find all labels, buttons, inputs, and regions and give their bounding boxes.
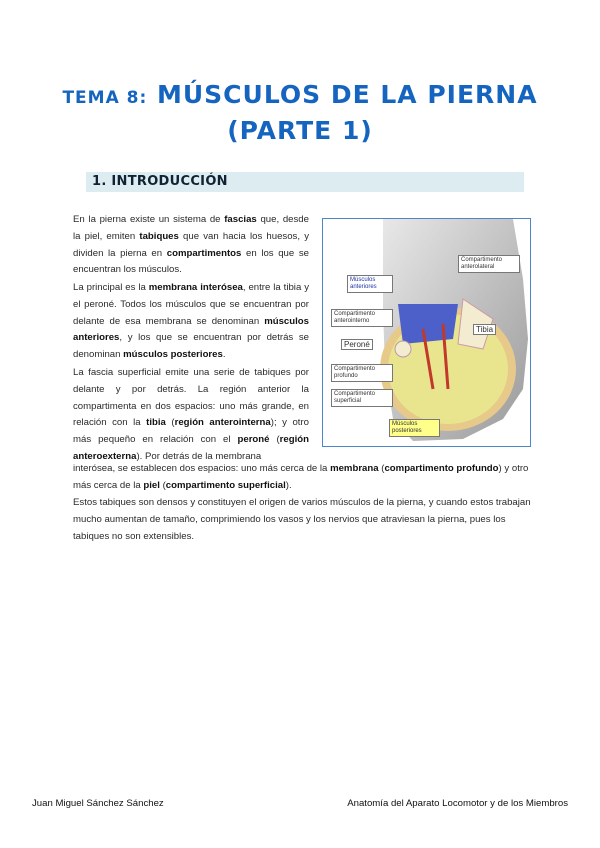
paragraph-compartimentos-posteriores <box>73 461 531 495</box>
label-compartimento-profundo: Compartimento profundo <box>331 364 393 382</box>
text-run: en los que se encuentran los músculos. <box>73 247 309 276</box>
text-run: La fascia superficial emite una serie de tabiques por delante y por detrás. La región anterior la compartimenta en dos espacios: uno más grande, en relación con la <box>73 367 309 429</box>
title-prefix: TEMA 8: <box>62 88 148 108</box>
text-run: En la pierna existe un sistema de <box>73 214 225 225</box>
label-tibia: Tibia <box>473 324 496 335</box>
paragraph-membrana <box>73 280 309 364</box>
bold-term: compartimento profundo <box>384 463 499 474</box>
bold-term: membrana <box>330 463 379 474</box>
bold-term: región anteroexterna <box>73 434 309 462</box>
text-run: ( <box>378 463 385 474</box>
label-compartimento-anterointerno: Compartimento anterointerno <box>331 309 393 327</box>
bold-term: peroné <box>237 434 270 446</box>
label-compartimento-anterolateral: Compartimento anterolateral <box>458 255 520 273</box>
bold-term: músculos anteriores <box>73 315 309 344</box>
text-run: , entre la tibia y el peroné. Todos los músculos que se encuentran por delante de esa membrana se denominan <box>73 282 310 327</box>
bold-term: región anterointerna <box>174 417 271 429</box>
page-title-line1 <box>0 80 600 109</box>
text-run: ( <box>269 434 280 446</box>
text-run: . <box>222 349 226 361</box>
leg-cross-section-illustration <box>323 219 530 446</box>
label-musculos-anteriores: Músculos anteriores <box>347 275 393 293</box>
bold-term: fascias <box>224 214 257 225</box>
leg-cross-section-figure <box>322 218 531 447</box>
bold-term: tabiques <box>139 230 179 242</box>
footer-author: Juan Miguel Sánchez Sánchez <box>32 798 164 809</box>
footer-subject: Anatomía del Aparato Locomotor y de los Miembros <box>347 798 568 809</box>
text-run: ) y otro más cerca de la <box>73 463 529 491</box>
paragraph-tabiques <box>73 495 531 545</box>
text-run: interósea, se establecen dos espacios: uno más cerca de la <box>73 463 331 474</box>
label-compartimento-superficial: Compartimento superficial <box>331 389 393 407</box>
bold-term: compartimento superficial <box>165 479 286 491</box>
bold-term: piel <box>143 479 160 491</box>
text-run: ). Por detrás de la membrana <box>136 450 262 462</box>
text-run: ). <box>285 479 292 491</box>
text-run: ( <box>165 417 175 429</box>
text-run: ( <box>159 479 166 491</box>
text-run: que van hacia los huesos, y dividen la pierna en <box>73 230 309 259</box>
title-main: MÚSCULOS DE LA PIERNA <box>156 80 538 109</box>
paragraph-fascias <box>73 212 309 279</box>
text-run: La principal es la <box>73 282 149 293</box>
page-title-line2: (PARTE 1) <box>227 116 373 145</box>
text-run: que, desde la piel, emiten <box>73 214 309 242</box>
section-title: 1. INTRODUCCIÓN <box>92 174 228 189</box>
bold-term: músculos posteriores <box>123 349 223 361</box>
text-run: , y los que se encuentran por detrás se denominan <box>73 332 309 361</box>
bold-term: membrana interósea <box>148 282 243 293</box>
text-run: ); y otro más pequeño en relación con el <box>73 417 309 446</box>
bold-term: tibia <box>146 417 166 429</box>
label-musculos-posteriores: Músculos posteriores <box>389 419 440 437</box>
bold-term: compartimentos <box>166 247 242 259</box>
text-run: Estos tabiques son densos y constituyen el origen de varios músculos de la pierna, y cuando estos trabajan mucho aumentan de tamaño, comprimiendo los vasos y los nervios que atraviesan la pierna, pues los tabiques no son extensibles. <box>73 497 531 542</box>
paragraph-fascia-superficial <box>73 365 309 466</box>
label-perone: Peroné <box>341 339 373 350</box>
